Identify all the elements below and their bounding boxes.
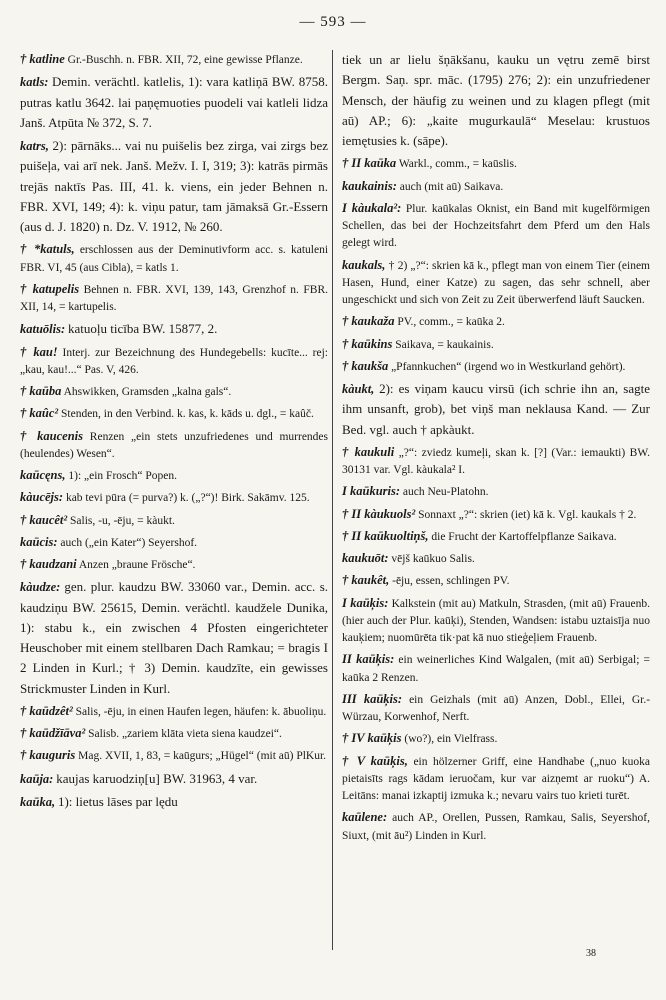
entry-text: Salisb. „zariem klāta vieta siena kaudzei“. bbox=[88, 728, 282, 740]
dictionary-entry bbox=[342, 154, 650, 173]
entry-text: -ēju, essen, schlingen PV. bbox=[392, 575, 510, 588]
dictionary-entry bbox=[342, 482, 650, 501]
entry-text: PV., comm., = kaūka 2. bbox=[397, 316, 505, 329]
dictionary-entry bbox=[342, 594, 650, 648]
entry-text: ein weinerliches Kind Walgalen, (mit aū) Serbigal; = kaūka 2 Renzen. bbox=[342, 654, 650, 684]
entry-text: Demin. verächtl. katlelis, 1): vara katliņā BW. 8758. putras katlu 3642. lai paņęmuoties puodeli vai katleli lidza Janš. Atpūta № 372, S. 7. bbox=[20, 74, 329, 130]
entry-text: ein hölzerner Griff, eine Handhabe („nuo kuoka pietaisīts rags kādam ieruočam, kur var aizņemt ar ruoku“) A. Leitāns: manai izkaptij izmuka k.; nevaru vairs tuo krieti turēt. bbox=[342, 755, 651, 802]
entry-headword: I kàukala²: bbox=[342, 200, 402, 215]
entry-headword: † II kaūkuoltiņš, bbox=[342, 528, 429, 543]
entry-headword: † kaucêt² bbox=[20, 512, 68, 527]
entry-headword: katrs, bbox=[20, 139, 49, 153]
entry-text: Salis, -u, -ēju, = kàukt. bbox=[70, 514, 175, 527]
entry-headword: II kaūķis: bbox=[342, 652, 395, 667]
entry-text: katuoļu ticība BW. 15877, 2. bbox=[68, 321, 218, 337]
entry-text: erschlossen aus der Deminutivform acc. s. katuleni FBR. VI, 45 (aus Cibla), = katls 1. bbox=[20, 244, 329, 274]
entry-headword: † katline bbox=[20, 52, 65, 66]
dictionary-entry bbox=[20, 769, 328, 789]
entry-text: Sonnaxt „?“: skrien (iet) kā k. Vgl. kaukals † 2. bbox=[418, 508, 637, 521]
dictionary-entry bbox=[342, 357, 650, 376]
column-divider bbox=[332, 50, 333, 950]
entry-headword: † kaukuli bbox=[342, 444, 395, 459]
dictionary-entry bbox=[342, 650, 650, 687]
entry-text: Behnen n. FBR. XVI, 139, 143, Grenzhof n. FBR. XII, 14, = kartupelis. bbox=[20, 283, 329, 313]
entry-text: auch (mit aū) Saikava. bbox=[399, 180, 504, 193]
dictionary-entry bbox=[20, 533, 328, 552]
entry-headword: I kaūķis: bbox=[342, 595, 389, 610]
entry-text: kab tevi pūra (= purva?) k. („?“)! Birk. Sakāmv. 125. bbox=[65, 492, 310, 505]
entry-headword: † kaûc² bbox=[20, 406, 59, 421]
dictionary-entry bbox=[342, 443, 650, 480]
entry-headword: † kaukša bbox=[342, 358, 389, 373]
dictionary-entry bbox=[20, 577, 328, 699]
entry-text: Interj. zur Bezeichnung des Hundegebells: kucīte... rej: „kau, kau!...“ Pas. V, 426. bbox=[20, 346, 328, 376]
dictionary-entry bbox=[342, 571, 650, 590]
entry-text: 2): es viņam kaucu virsū (ich schrie ihn an, sagte ihm unsanft, grob), bet viņš man neklausa Kand. — Zur Bed. vgl. auch † apkàukt. bbox=[342, 381, 651, 437]
entry-headword: † kaūkins bbox=[342, 336, 393, 351]
entry-text: 2): pārnāks... vai nu puišelis bez zirga, vai zirgs bez puišeļa, vai arī nek. Janš. Mežv. I. I, 319; 3): katrās pirmās trejās naktīs Pas. III, 41. k. viens, ein jeder Behnen n. FBR. XVI, 149; 4): k. viņu patur, tam jāmaksā Gr.-Essern (aus d. J. 1820) n. Dz. V. 1912, № 260. bbox=[20, 138, 329, 234]
page-number: — 593 — bbox=[299, 14, 367, 30]
entry-headword: † kaūdzêt² bbox=[20, 703, 73, 718]
entry-headword: † katupelis bbox=[20, 281, 80, 296]
left-column bbox=[20, 50, 328, 815]
entry-headword: † kau! bbox=[20, 344, 58, 359]
entry-text: 1): „ein Frosch“ Popen. bbox=[68, 470, 177, 482]
entry-headword: † kaūba bbox=[20, 384, 62, 398]
dictionary-entry bbox=[342, 335, 650, 354]
entry-headword: † II kàukuols² bbox=[342, 506, 416, 521]
dictionary-entry bbox=[342, 729, 650, 748]
entry-text: Stenden, in den Verbind. k. kas, k. kāds u. dgl., = kaûč. bbox=[61, 408, 314, 421]
entry-headword: kaūcis: bbox=[20, 534, 58, 549]
entry-text: Salis, -ēju, in einen Haufen legen, häufen: k. ābuoliņu. bbox=[75, 705, 327, 718]
dictionary-entry bbox=[20, 136, 328, 237]
entry-text: auch AP., Orellen, Pussen, Ramkau, Salis, Seyershof, Siuxt, (mit āu²) Linden in Kurl. bbox=[342, 812, 650, 842]
entry-text: (wo?), ein Vielfrass. bbox=[404, 733, 498, 746]
entry-text: tiek un ar lielu šņākšanu, kauku un vętru zemē birst Bergm. Saņ. spr. māc. (1795) 276; 2): ein unzufriedener Mensch, der häufig zu weinen und zu klagen pflegt (mit aū) AP.; 6): „kaite mugurkaulā“ Meselau: krustuos iemętusies k. (sāpe). bbox=[342, 52, 650, 148]
entry-text: die Frucht der Kartoffelpflanze Saikava. bbox=[431, 530, 617, 543]
entry-headword: kàucējs: bbox=[20, 490, 64, 505]
dictionary-entry bbox=[342, 312, 650, 331]
dictionary-entry bbox=[342, 177, 650, 196]
dictionary-entry bbox=[20, 343, 328, 380]
dictionary-entry bbox=[20, 72, 328, 133]
dictionary-entry bbox=[20, 240, 328, 277]
entry-headword: kaukuōt: bbox=[342, 551, 389, 565]
entry-text: Mag. XVII, 1, 83, = kaūgurs; „Hügel“ (mit aū) PlKur. bbox=[78, 750, 327, 763]
entry-headword: † *katuls, bbox=[20, 242, 75, 257]
dictionary-entry bbox=[20, 702, 328, 721]
signature-mark: 38 bbox=[586, 948, 596, 959]
entry-headword: kaūka, bbox=[20, 794, 56, 809]
entry-headword: I kaūkuris: bbox=[342, 484, 401, 499]
dictionary-entry bbox=[20, 280, 328, 317]
entry-headword: † V kaūķis, bbox=[342, 753, 408, 768]
dictionary-entry bbox=[20, 427, 328, 464]
entry-text: Warkl., comm., = kaūslis. bbox=[398, 158, 517, 171]
entry-headword: † kaudzani bbox=[20, 557, 77, 571]
dictionary-entry bbox=[20, 404, 328, 423]
entry-text: vējš kaūkuo Salis. bbox=[391, 553, 475, 565]
entry-text: „?“: zviedz kumeļi, skan k. [?] (Var.: iemaukti) BW. 30131 var. Vgl. kàukala² I. bbox=[342, 446, 650, 476]
entry-text: Kalkstein (mit au) Matkuln, Strasden, (mit aū) Frauenb. (hier auch der Plur. kaūķi), Stenden, Wandsen: istabu uztaisīja nuo kauķiem; nuomūrēta tik·pat kā nuo stieģeļiem Frauenb. bbox=[342, 597, 651, 644]
entry-headword: † kaūdžīāva² bbox=[20, 726, 86, 740]
entry-headword: katuōlis: bbox=[20, 322, 66, 337]
dictionary-entry bbox=[20, 382, 328, 401]
dictionary-entry bbox=[20, 466, 328, 485]
entry-text: 1): lietus lāses par lędu bbox=[57, 793, 178, 809]
dictionary-entry bbox=[342, 549, 650, 568]
entry-headword: † IV kaūķis bbox=[342, 731, 402, 746]
entry-text: gen. plur. kaudzu BW. 33060 var., Demin. acc. s. kaudziņu BW. 25615, Demin. verächtl. kaudžele Dunika, 1): stabu k., ein zwischen 4 Pfosten eingerichteter Heuschober mit einem stellbaren Dach Ramkau; = bragis I 2 Linden in Kurl.; † 3) Demin. kaudzīte, ein gewisses Strickmuster Linden in Kurl. bbox=[20, 579, 329, 696]
entry-headword: kàukt, bbox=[342, 382, 375, 396]
dictionary-entry bbox=[20, 488, 328, 507]
entry-text: Anzen „braune Frösche“. bbox=[78, 559, 196, 571]
entry-text: Renzen „ein stets unzufriedenes und murrendes (heulendes) Wesen“. bbox=[20, 430, 329, 460]
dictionary-entry bbox=[20, 724, 328, 743]
entry-text: ein Geizhals (mit aū) Anzen, Dobl., Ellei, Gr.-Würzau, Korwenhof, Nerft. bbox=[342, 693, 651, 723]
entry-headword: kaukainis: bbox=[342, 178, 397, 193]
dictionary-entry bbox=[342, 527, 650, 546]
dictionary-entry bbox=[342, 379, 650, 440]
dictionary-entry bbox=[20, 511, 328, 530]
entry-headword: kàudze: bbox=[20, 580, 61, 595]
entry-text: Ahswikken, Gramsden „kalna gals“. bbox=[63, 386, 232, 398]
dictionary-entry bbox=[342, 256, 650, 310]
entry-headword: kaukals, bbox=[342, 257, 386, 272]
entry-text: Saikava, = kaukainis. bbox=[395, 338, 494, 351]
entry-text: auch („ein Kater“) Seyershof. bbox=[60, 536, 198, 549]
entry-text: „Pfannkuchen“ (irgend wo in Westkurland gehört). bbox=[391, 360, 626, 373]
entry-text: Gr.-Buschh. n. FBR. XII, 72, eine gewisse Pflanze. bbox=[67, 54, 303, 66]
entry-text: † 2) „?“: skrien kā k., pflegt man von einem Tier (einem Hasen, Hund, einer Katze) zu sagen, das sehr schnell, aber ungeschickt und sich von Zeit zu Zeit überwerfend läuft Saucken. bbox=[342, 259, 650, 306]
entry-headword: † kauguris bbox=[20, 748, 76, 763]
entry-headword: kaūcęns, bbox=[20, 468, 66, 482]
dictionary-entry bbox=[20, 555, 328, 574]
dictionary-entry bbox=[20, 746, 328, 765]
entry-headword: † II kaūka bbox=[342, 156, 397, 171]
entry-headword: kaūja: bbox=[20, 771, 54, 786]
entry-text: Plur. kaūkalas Oknist, ein Band mit kugelförmigen Schellen, das bei der Hochzeitsfahrt dem Pferd um den Hals gelegt wird. bbox=[342, 202, 650, 250]
entry-headword: III kaūķis: bbox=[342, 691, 403, 706]
entry-headword: † kaukaža bbox=[342, 314, 395, 329]
dictionary-entry bbox=[20, 319, 328, 339]
dictionary-entry bbox=[20, 792, 328, 812]
entry-text: kaujas karuodziņ[u] BW. 31963, 4 var. bbox=[56, 770, 258, 786]
entry-text: auch Neu-Platohn. bbox=[402, 486, 489, 499]
dictionary-entry bbox=[342, 752, 650, 806]
dictionary-entry bbox=[342, 505, 650, 524]
dictionary-entry bbox=[342, 690, 650, 727]
dictionary-entry bbox=[20, 50, 328, 69]
dictionary-entry bbox=[342, 50, 650, 151]
entry-headword: katls: bbox=[20, 75, 49, 90]
dictionary-entry bbox=[342, 199, 650, 253]
entry-headword: kaūlene: bbox=[342, 810, 388, 825]
entry-headword: † kaukêt, bbox=[342, 573, 390, 588]
dictionary-entry bbox=[342, 808, 650, 845]
right-column bbox=[342, 50, 650, 848]
entry-headword: † kaucenis bbox=[20, 428, 84, 443]
